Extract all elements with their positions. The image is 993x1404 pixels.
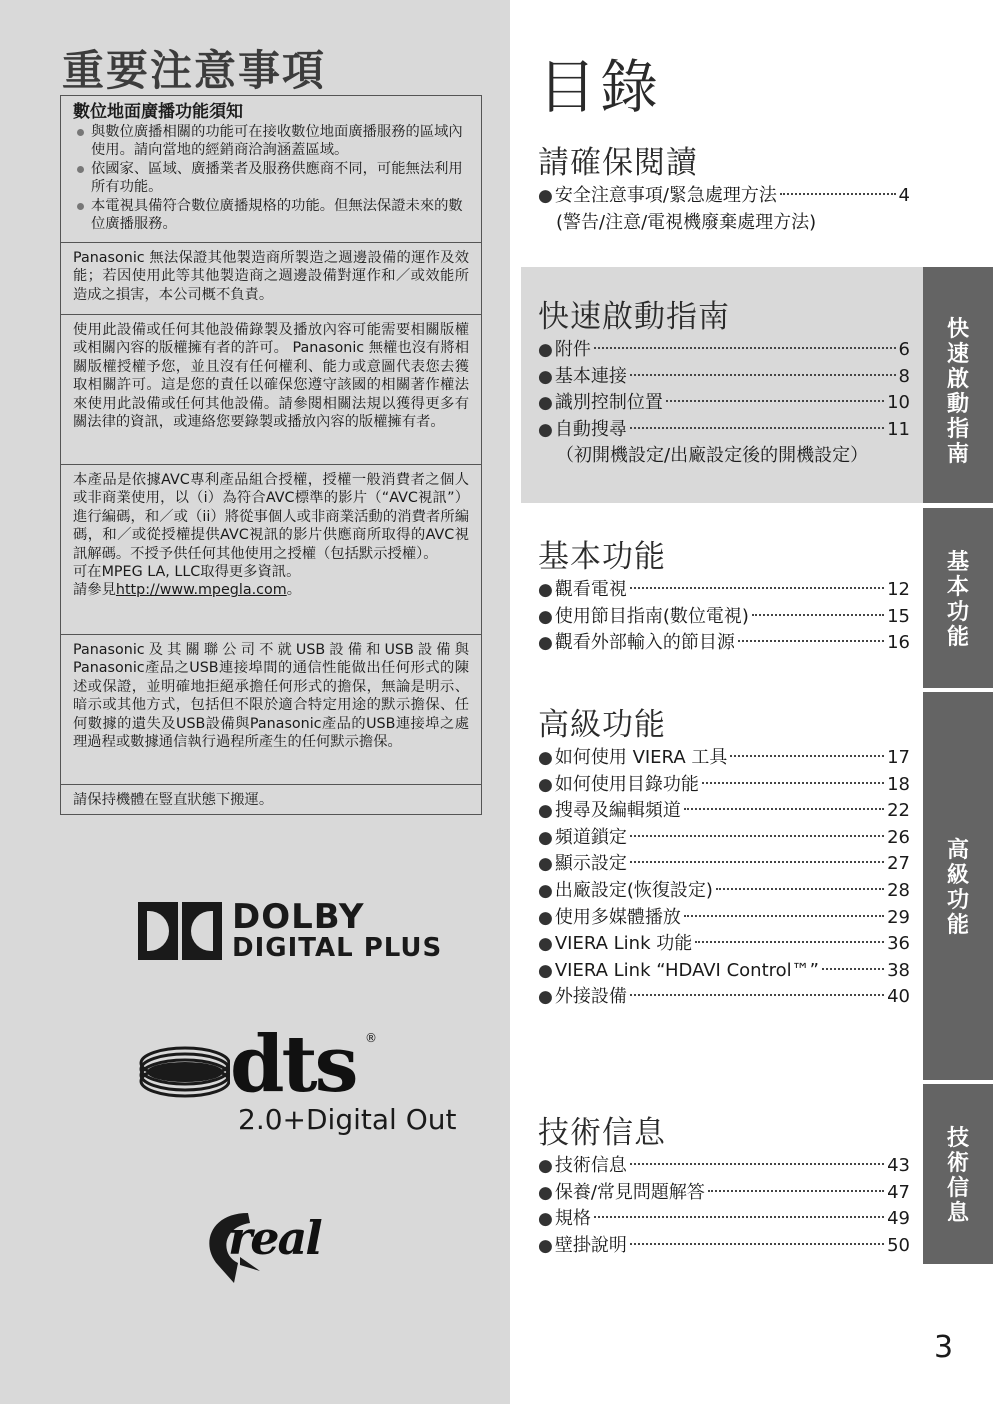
toc-entry-label: 如何使用目錄功能 bbox=[554, 773, 699, 795]
toc-entry-page: 50 bbox=[887, 1234, 910, 1256]
tab-char: 啟 bbox=[946, 367, 969, 392]
toc-entry-page: 26 bbox=[887, 826, 910, 848]
notice-box bbox=[60, 95, 482, 815]
toc-entry-page: 11 bbox=[887, 418, 910, 440]
avc-link-prefix: 請參見 bbox=[73, 582, 116, 599]
tab-char: 息 bbox=[946, 1201, 969, 1226]
bullet-icon: ● bbox=[538, 801, 553, 822]
toc-entry-label: 識別控制位置 bbox=[554, 392, 663, 414]
tab-quick-start[interactable] bbox=[923, 267, 993, 503]
bullet-icon: ● bbox=[538, 748, 553, 768]
toc-entry-page: 10 bbox=[887, 392, 910, 414]
dolby-digital-plus-logo bbox=[138, 897, 443, 963]
bullet-icon: ● bbox=[538, 827, 553, 848]
toc-entry-label: 規格 bbox=[554, 1208, 591, 1230]
bullet-icon: ● bbox=[538, 340, 553, 360]
toc-entry-page: 47 bbox=[887, 1181, 910, 1203]
toc-entry-page: 4 bbox=[898, 185, 910, 206]
toc-entry-page: 17 bbox=[887, 747, 910, 768]
bullet-icon: ● bbox=[538, 1235, 553, 1256]
toc-entry-page: 29 bbox=[887, 906, 910, 928]
copyright-notice bbox=[61, 314, 481, 464]
usb-disclaimer bbox=[61, 634, 481, 784]
toc-entry-label: 技術信息 bbox=[554, 1155, 627, 1176]
tab-char: 功 bbox=[946, 888, 969, 913]
peripheral-text: Panasonic 無法保證其他製造商所製造之週邊設備的運作及效能；若因使用此等其他製造商之週邊設備對運作和／或效能所造成之損害，本公司概不負責。 bbox=[73, 250, 469, 303]
toc-heading-quick: 快速啟動指南 bbox=[538, 299, 730, 335]
bullet-icon: ● bbox=[538, 1182, 553, 1203]
tab-char: 能 bbox=[946, 913, 969, 938]
toc-entry[interactable] bbox=[538, 878, 910, 905]
toc-entry[interactable] bbox=[538, 798, 910, 825]
digital-broadcast-section bbox=[61, 96, 481, 242]
toc-entry-label: 使用多媒體播放 bbox=[554, 906, 681, 928]
tab-char: 高 bbox=[946, 838, 969, 863]
toc-entry[interactable] bbox=[538, 630, 910, 657]
toc-entry-page: 36 bbox=[887, 933, 910, 955]
bullet-icon: ● bbox=[538, 580, 553, 600]
dolby-double-d-icon bbox=[138, 902, 222, 960]
toc-entry-label: 保養/常見問題解答 bbox=[554, 1181, 705, 1203]
peripheral-disclaimer bbox=[61, 242, 481, 314]
avc-more-info: 可在MPEG LA, LLC取得更多資訊。 bbox=[73, 564, 301, 581]
bullet-icon: ● bbox=[538, 1209, 553, 1230]
toc-section-quick bbox=[538, 297, 910, 469]
mpegla-link[interactable]: http://www.mpegla.com bbox=[115, 582, 287, 599]
tab-char: 基 bbox=[946, 550, 969, 575]
bullet-icon: ● bbox=[538, 960, 553, 981]
toc-entry-page: 38 bbox=[887, 959, 910, 981]
tab-advanced-functions[interactable] bbox=[923, 692, 993, 1080]
tab-char: 技 bbox=[946, 1126, 969, 1151]
toc-entry[interactable] bbox=[538, 417, 910, 444]
toc-entry-label: 附件 bbox=[554, 339, 591, 360]
tab-char: 指 bbox=[946, 417, 969, 442]
toc-entry-page: 12 bbox=[887, 579, 910, 600]
toc-heading-advanced: 高級功能 bbox=[538, 707, 666, 743]
dolby-wordmark: DOLBY bbox=[232, 897, 365, 937]
avc-license bbox=[61, 464, 481, 634]
bullet-icon: ● bbox=[538, 880, 553, 901]
toc-entry[interactable] bbox=[538, 1153, 910, 1180]
toc-entry-label: 搜尋及編輯頻道 bbox=[554, 800, 681, 822]
transport-notice bbox=[61, 784, 481, 814]
toc-section-advanced bbox=[538, 705, 910, 1011]
toc-subnote-read-first: (警告/注意/電視機廢棄處理方法) bbox=[556, 211, 817, 233]
tab-char: 功 bbox=[946, 600, 969, 625]
toc-entry-label: 使用節目指南(數位電視) bbox=[554, 605, 749, 627]
toc-entry-label: 壁掛說明 bbox=[554, 1234, 627, 1256]
toc-entry[interactable] bbox=[538, 745, 910, 772]
bullet-icon: ● bbox=[538, 606, 553, 627]
bullet-icon: ● bbox=[538, 366, 553, 387]
toc-entry[interactable] bbox=[538, 364, 910, 391]
dolby-subtitle: DIGITAL PLUS bbox=[232, 933, 443, 963]
tab-char: 動 bbox=[946, 392, 969, 417]
page-number: 3 bbox=[934, 1330, 954, 1365]
transport-text: 請保持機體在豎直狀態下搬運。 bbox=[73, 792, 274, 808]
toc-heading-read-first: 請確保閱讀 bbox=[538, 145, 698, 181]
toc-entry-page: 49 bbox=[887, 1208, 910, 1230]
real-wordmark: real bbox=[228, 1211, 321, 1265]
real-logo bbox=[200, 1205, 360, 1289]
toc-section-tech bbox=[538, 1113, 910, 1259]
toc-entry[interactable] bbox=[538, 1206, 910, 1233]
dts-registered-mark: ® bbox=[365, 1031, 377, 1045]
tab-tech-info[interactable] bbox=[923, 1084, 993, 1264]
toc-title: 目錄 bbox=[538, 53, 663, 121]
toc-entry[interactable] bbox=[538, 851, 910, 878]
tab-char: 南 bbox=[946, 442, 969, 467]
toc-entry-label: 出廠設定(恢復設定) bbox=[554, 879, 713, 901]
toc-entry[interactable] bbox=[538, 1233, 910, 1260]
toc-entry[interactable] bbox=[538, 183, 910, 210]
toc-entry-page: 15 bbox=[887, 605, 910, 627]
tab-basic-functions[interactable] bbox=[923, 508, 993, 688]
toc-entry[interactable] bbox=[538, 577, 910, 604]
toc-entry-label: 觀看電視 bbox=[554, 579, 627, 600]
bullet-icon: ● bbox=[538, 987, 553, 1008]
toc-entry-label: 如何使用 VIERA 工具 bbox=[554, 747, 728, 768]
dts-subtitle: 2.0+Digital Out bbox=[238, 1103, 457, 1136]
toc-entry-label: 自動搜尋 bbox=[554, 418, 627, 440]
toc-entry[interactable] bbox=[538, 604, 910, 631]
tab-char: 速 bbox=[946, 342, 969, 367]
toc-entry-page: 8 bbox=[898, 365, 910, 387]
dts-disc-swoosh-icon bbox=[135, 1033, 230, 1103]
tab-char: 級 bbox=[946, 863, 969, 888]
bullet-icon: ● bbox=[538, 419, 553, 440]
bullet-icon: ● bbox=[538, 907, 553, 928]
toc-entry[interactable] bbox=[538, 772, 910, 799]
toc-entry[interactable] bbox=[538, 337, 910, 364]
toc-heading-tech: 技術信息 bbox=[538, 1115, 666, 1151]
toc-entry[interactable] bbox=[538, 984, 910, 1011]
digital-bullet-1: 與數位廣播相關的功能可在接收數位地面廣播服務的區域內使用。請向當地的經銷商洽詢涵蓋區域。 bbox=[73, 123, 469, 160]
toc-entry-page: 6 bbox=[898, 339, 910, 360]
toc-entry[interactable] bbox=[538, 958, 910, 985]
avc-text: 本產品是依據AVC專利產品組合授權，授權一般消費者之個人或非商業使用，以（i）為符合AVC標準的影片（“AVC視訊”）進行編碼，和／或（ii）將從事個人或非商業活動的消費者所編碼，和／或從授權提供AVC視訊的影片供應商所取得的AVC視訊解碼。不授予供任何其他使用之授權（包括默示授權）。 bbox=[73, 472, 469, 562]
toc-entry-page: 27 bbox=[887, 853, 910, 875]
toc-entry[interactable] bbox=[538, 1180, 910, 1207]
toc-entry-page: 40 bbox=[887, 986, 910, 1008]
toc-entry-label: 外接設備 bbox=[554, 986, 627, 1008]
toc-entry-label: 頻道鎖定 bbox=[554, 826, 627, 848]
toc-entry-page: 16 bbox=[887, 632, 910, 654]
important-notice-title: 重要注意事項 bbox=[62, 46, 327, 95]
tab-char: 術 bbox=[946, 1151, 969, 1176]
toc-entry[interactable] bbox=[538, 390, 910, 417]
toc-entry-label: 安全注意事項/緊急處理方法 bbox=[554, 185, 777, 206]
toc-section-basic bbox=[538, 537, 910, 657]
digital-bullet-2: 依國家、區域、廣播業者及服務供應商不同，可能無法利用所有功能。 bbox=[73, 160, 469, 197]
toc-entry-label: VIERA Link “HDAVI Control™” bbox=[554, 959, 819, 981]
tab-char: 本 bbox=[946, 575, 969, 600]
tab-char: 信 bbox=[946, 1176, 969, 1201]
toc-entry-page: 28 bbox=[887, 879, 910, 901]
usb-text: Panasonic及其關聯公司不就USB設備和USB設備與Panasonic產品之USB連接埠間的通信性能做出任何形式的陳述或保證，並明確地拒絕承擔任何形式的擔保，無論是明示、暗示或其他方式，包括但不限於適合特定用途的默示擔保、任何數據的遺失及USB設備與Panasonic產品的USB連接埠之處理過程或數據通信執行過程所產生的任何默示擔保。 bbox=[73, 642, 469, 751]
bullet-icon: ● bbox=[538, 1156, 553, 1176]
tab-char: 能 bbox=[946, 625, 969, 650]
toc-entry-page: 22 bbox=[887, 800, 910, 822]
bullet-icon: ● bbox=[538, 186, 553, 206]
toc-entry-label: 顯示設定 bbox=[554, 853, 627, 875]
bullet-icon: ● bbox=[538, 934, 553, 955]
bullet-icon: ● bbox=[538, 854, 553, 875]
toc-entry[interactable] bbox=[538, 905, 910, 932]
bullet-icon: ● bbox=[538, 774, 553, 795]
bullet-icon: ● bbox=[538, 633, 553, 654]
copyright-text: 使用此設備或任何其他設備錄製及播放內容可能需要相關版權或相關內容的版權擁有者的許可。 Panasonic 無權也沒有將相關版權授權予您，並且沒有任何權利、能力或意圖代表您去獲取相關許可。這是您的責任以確保您遵守該國的相關著作權法來使用此設備或任何其他設備。請參閱相關法規以獲得更多有關法律的資訊，或連絡您要錄製或播放內容的版權擁有者。 bbox=[73, 322, 469, 431]
toc-entry-label: 觀看外部輸入的節目源 bbox=[554, 632, 735, 654]
bullet-icon: ● bbox=[538, 393, 553, 414]
toc-entry-label: VIERA Link 功能 bbox=[554, 933, 693, 955]
dts-wordmark: dts bbox=[230, 1019, 356, 1110]
toc-entry-page: 18 bbox=[887, 773, 910, 795]
digital-broadcast-title: 數位地面廣播功能須知 bbox=[73, 102, 243, 122]
toc-entry[interactable] bbox=[538, 931, 910, 958]
toc-entry[interactable] bbox=[538, 825, 910, 852]
avc-link-suffix: 。 bbox=[286, 582, 301, 599]
avc-link-line bbox=[73, 581, 469, 599]
tab-char: 快 bbox=[946, 317, 969, 342]
toc-heading-basic: 基本功能 bbox=[538, 539, 666, 575]
toc-section-read-first bbox=[538, 143, 910, 236]
toc-entry-label: 基本連接 bbox=[554, 365, 627, 387]
toc-subnote-quick: （初開機設定/出廠設定後的開機設定） bbox=[556, 445, 869, 467]
digital-bullet-3: 本電視具備符合數位廣播規格的功能。但無法保證未來的數位廣播服務。 bbox=[73, 197, 469, 234]
toc-entry-page: 43 bbox=[887, 1155, 910, 1176]
